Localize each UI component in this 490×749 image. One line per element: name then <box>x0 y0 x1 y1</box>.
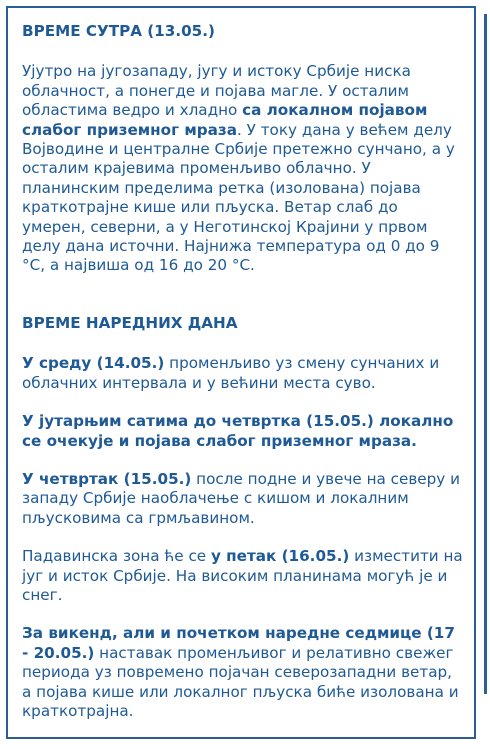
wednesday-label: У среду (14.05.) <box>22 354 165 373</box>
panel-shadow-edge <box>484 14 487 694</box>
tomorrow-forecast-paragraph <box>22 62 463 275</box>
friday-text: изместити на југ и исток Србије. На високим планинама могућ је и снег. <box>22 547 463 604</box>
next-days-heading: ВРЕМЕ НАРЕДНИХ ДАНА <box>22 313 238 332</box>
frost-warning-paragraph: У јутарњим сатима до четвртка (15.05.) локално се очекује и појава слабог приземног мраза. <box>22 412 454 450</box>
weekend-text: наставак променљивог и релативно свежег периода уз повремено појачан северозападни ветар, а појава кише или локалног пљуска биће изолована и краткотрајна. <box>22 643 459 720</box>
tomorrow-heading: ВРЕМЕ СУТРА (13.05.) <box>22 22 215 40</box>
thursday-paragraph <box>22 470 463 528</box>
tomorrow-frost-highlight: са локалном појавом слабог приземног мраза <box>22 101 428 139</box>
weekend-paragraph <box>22 624 463 721</box>
tomorrow-text-start: Ујутро на југозападу, југу и истоку Србије ниска облачност, а понегде и појава магле. У осталим областима ведро и хладно <box>22 62 411 120</box>
wednesday-paragraph <box>22 354 463 393</box>
friday-paragraph <box>22 547 463 605</box>
wednesday-text: променљиво уз смену сунчаних и облачних интервала и у већини места суво. <box>22 354 440 392</box>
thursday-text: после подне и увече на северу и западу Србије наоблачење с кишом и локалним пљусковима са грмљавином. <box>22 469 460 527</box>
tomorrow-text-rest: . У току дана у већем делу Војводине и централне Србије претежно сунчано, а у осталим крајевима променљиво облачно. У планинским пределима ретка (изолована) појава краткотрајне кише или пљуска. Ветар слаб до умерен, северни, а у Неготинској Крајини у првом делу дана источни. Најнижа температура од 0 до 9 °C, а највиша од 16 до 20 °C. <box>22 120 455 275</box>
friday-label: у петак (16.05.) <box>210 547 350 566</box>
weekend-label: За викенд, али и почетком наредне седмице (17 - 20.05.) <box>22 624 455 662</box>
thursday-label: У четвртак (15.05.) <box>22 469 192 488</box>
forecast-panel <box>6 6 476 739</box>
friday-text-pre: Падавинска зона ће се <box>22 547 211 566</box>
